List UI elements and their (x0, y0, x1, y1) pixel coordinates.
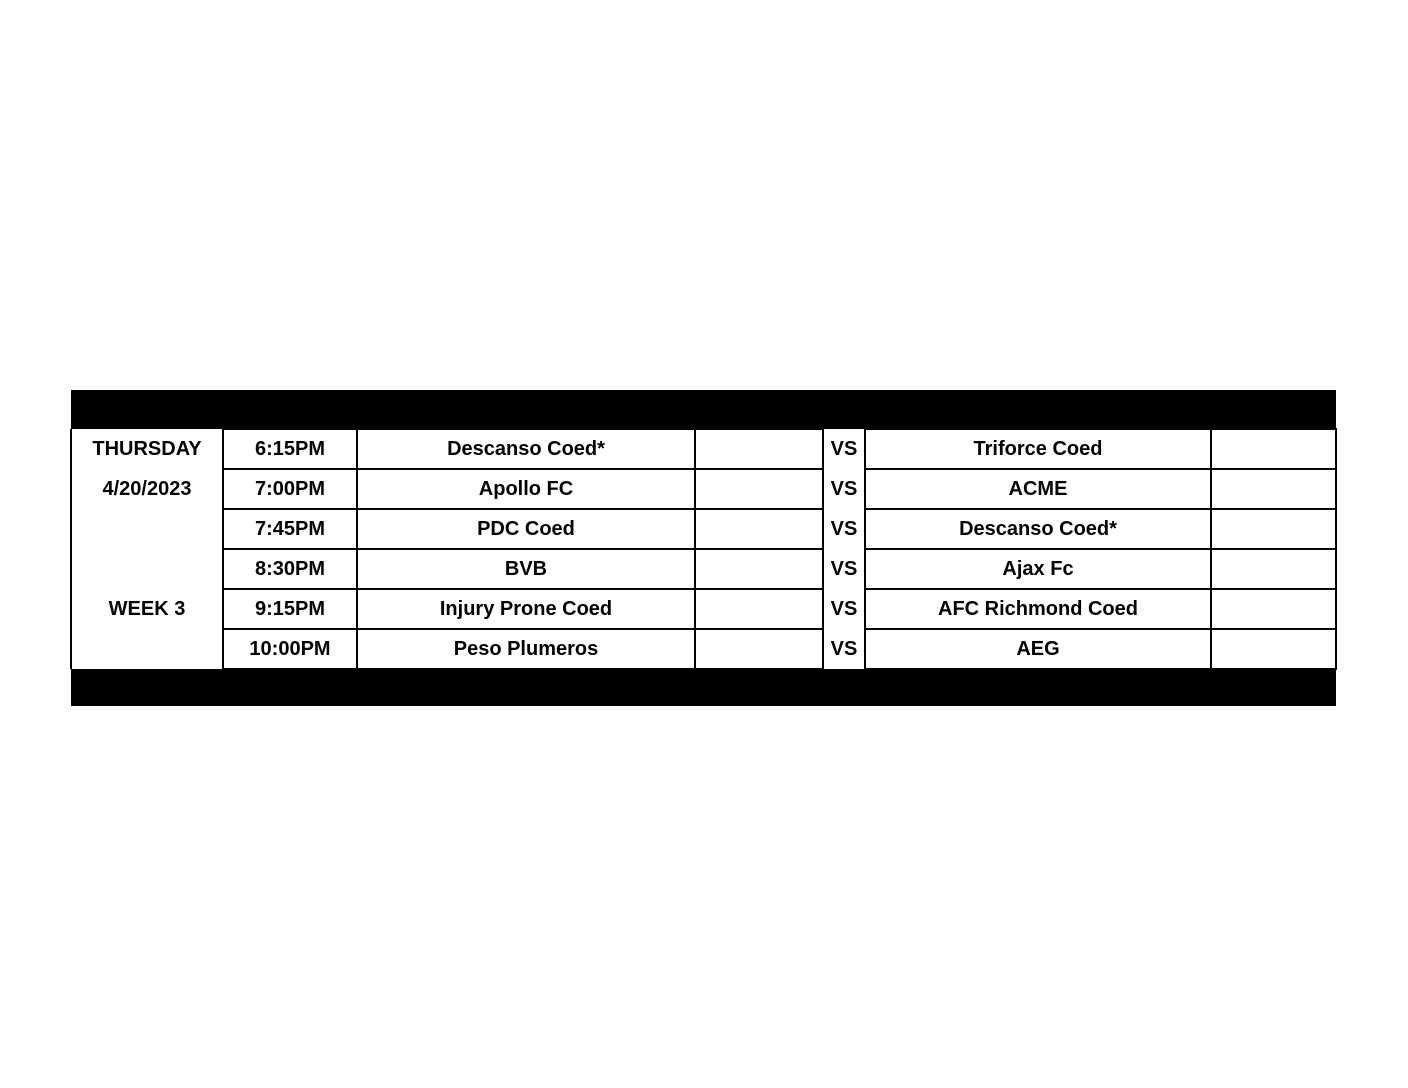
footer-band-left (71, 669, 223, 706)
day-column-spacer (71, 629, 223, 669)
table-row (71, 429, 1336, 469)
home-score[interactable] (695, 589, 823, 629)
home-team: Peso Plumeros (357, 629, 695, 669)
away-team: ACME (865, 469, 1211, 509)
header-band-home-score (695, 390, 823, 429)
away-score[interactable] (1211, 549, 1336, 589)
date-label: 4/20/2023 (71, 469, 223, 509)
away-score[interactable] (1211, 469, 1336, 509)
away-team: Triforce Coed (865, 429, 1211, 469)
away-team: AFC Richmond Coed (865, 589, 1211, 629)
footer-band-vs (823, 669, 865, 706)
header-band-row (71, 390, 1336, 429)
table-row (71, 509, 1336, 549)
away-team: Descanso Coed* (865, 509, 1211, 549)
header-band-vs (823, 390, 865, 429)
schedule-table (70, 390, 1337, 706)
vs-label: VS (823, 629, 865, 669)
week-label: WEEK 3 (71, 589, 223, 629)
away-column-header: AWAY (865, 390, 1211, 429)
schedule-container (70, 390, 1335, 706)
home-score[interactable] (695, 629, 823, 669)
home-team: Apollo FC (357, 469, 695, 509)
table-row (71, 549, 1336, 589)
away-score[interactable] (1211, 429, 1336, 469)
home-team: BVB (357, 549, 695, 589)
away-score[interactable] (1211, 509, 1336, 549)
home-score[interactable] (695, 509, 823, 549)
game-time: 9:15PM (223, 589, 357, 629)
away-team: Ajax Fc (865, 549, 1211, 589)
home-column-header: HOME (357, 390, 695, 429)
home-score[interactable] (695, 429, 823, 469)
vs-label: VS (823, 429, 865, 469)
vs-label: VS (823, 509, 865, 549)
table-row (71, 589, 1336, 629)
home-score[interactable] (695, 549, 823, 589)
footer-band-row (71, 669, 1336, 706)
game-time: 10:00PM (223, 629, 357, 669)
away-uniform-note: AWAY WEAR DARK COLOR (865, 669, 1336, 706)
away-score[interactable] (1211, 629, 1336, 669)
day-column-spacer (71, 509, 223, 549)
home-score[interactable] (695, 469, 823, 509)
day-label: THURSDAY (71, 429, 223, 469)
header-band-time (223, 390, 357, 429)
vs-label: VS (823, 549, 865, 589)
table-row (71, 469, 1336, 509)
vs-label: VS (823, 469, 865, 509)
header-band-away-score (1211, 390, 1336, 429)
game-time: 8:30PM (223, 549, 357, 589)
away-score[interactable] (1211, 589, 1336, 629)
day-column-spacer (71, 549, 223, 589)
game-time: 6:15PM (223, 429, 357, 469)
header-band-left (71, 390, 223, 429)
table-row (71, 629, 1336, 669)
footer-band-time (223, 669, 357, 706)
game-time: 7:00PM (223, 469, 357, 509)
home-uniform-note: HOME WEAR LIGHT COLOR (357, 669, 823, 706)
home-team: Injury Prone Coed (357, 589, 695, 629)
home-team: Descanso Coed* (357, 429, 695, 469)
vs-label: VS (823, 589, 865, 629)
away-team: AEG (865, 629, 1211, 669)
game-time: 7:45PM (223, 509, 357, 549)
home-team: PDC Coed (357, 509, 695, 549)
